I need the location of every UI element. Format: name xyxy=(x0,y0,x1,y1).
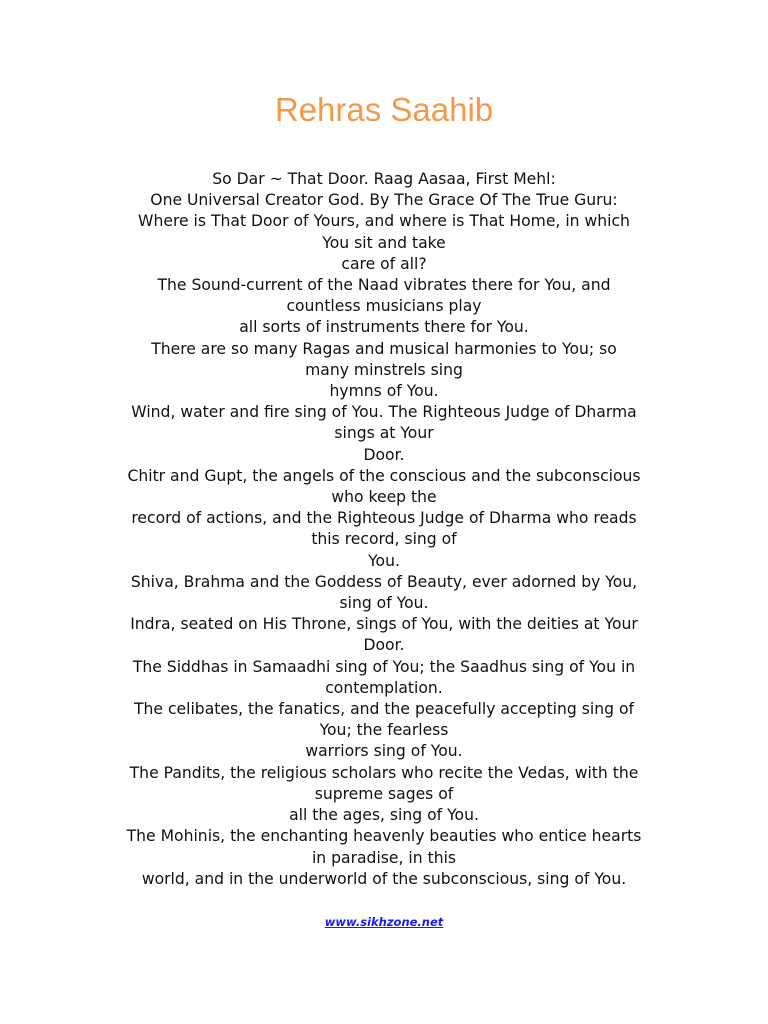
text-line: The Pandits, the religious scholars who recite the Vedas, with the xyxy=(129,763,639,782)
text-line: Chitr and Gupt, the angels of the conscious and the subconscious xyxy=(127,466,641,485)
text-line: who keep the xyxy=(331,488,437,507)
text-line: many minstrels sing xyxy=(305,360,463,379)
text-line: You. xyxy=(368,551,400,570)
text-line: countless musicians play xyxy=(286,297,482,316)
hymn-text xyxy=(70,169,698,890)
text-line: Door. xyxy=(363,636,405,655)
text-line: contemplation. xyxy=(325,678,443,697)
text-line: Shiva, Brahma and the Goddess of Beauty, ever adorned by You, xyxy=(130,572,638,591)
text-line: You; the fearless xyxy=(319,721,449,740)
text-line: Where is That Door of Yours, and where is That Home, in which xyxy=(138,212,630,231)
page-title: Rehras Saahib xyxy=(274,91,494,128)
text-line: supreme sages of xyxy=(314,784,454,803)
text-line: One Universal Creator God. By The Grace Of The True Guru: xyxy=(150,191,618,210)
text-line: this record, sing of xyxy=(311,530,457,549)
text-line: The Mohinis, the enchanting heavenly beauties who entice hearts xyxy=(126,827,642,846)
text-line: sing of You. xyxy=(339,594,429,613)
text-line: all the ages, sing of You. xyxy=(289,806,479,825)
text-line: There are so many Ragas and musical harmonies to You; so xyxy=(151,339,617,358)
text-line: You sit and take xyxy=(322,233,446,252)
footer xyxy=(0,914,768,930)
text-line: in paradise, in this xyxy=(311,848,457,867)
text-line: The Sound-current of the Naad vibrates there for You, and xyxy=(157,276,611,295)
text-line: warriors sing of You. xyxy=(305,742,463,761)
text-line: Door. xyxy=(363,445,405,464)
text-line: care of all? xyxy=(341,254,427,273)
text-line: sings at Your xyxy=(334,424,434,443)
text-line: world, and in the underworld of the subconscious, sing of You. xyxy=(141,869,627,888)
text-line: hymns of You. xyxy=(329,382,439,401)
website-link[interactable]: www.sikhzone.net xyxy=(324,915,444,929)
text-line: So Dar ~ That Door. Raag Aasaa, First Mehl: xyxy=(212,170,556,188)
text-line: The Siddhas in Samaadhi sing of You; the Saadhus sing of You in xyxy=(132,657,636,676)
text-line: all sorts of instruments there for You. xyxy=(239,318,529,337)
text-line: record of actions, and the Righteous Judge of Dharma who reads xyxy=(131,509,637,528)
text-line: Indra, seated on His Throne, sings of You, with the deities at Your xyxy=(130,615,638,634)
text-line: The celibates, the fanatics, and the peacefully accepting sing of xyxy=(134,700,634,719)
text-line: Wind, water and fire sing of You. The Righteous Judge of Dharma xyxy=(131,403,637,422)
